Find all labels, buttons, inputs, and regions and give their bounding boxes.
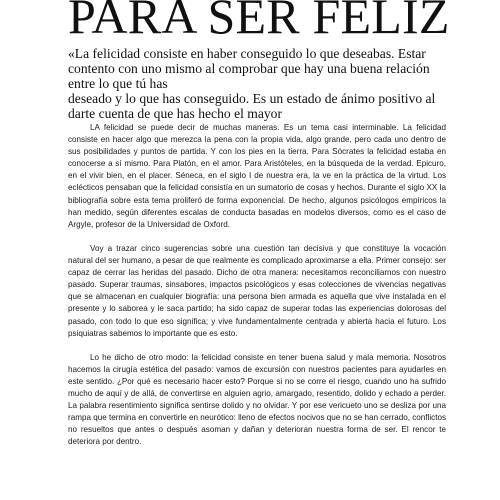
lead-line: contento con uno mismo al comprobar que hay una buena relación (68, 61, 430, 76)
body-paragraph: Voy a trazar cinco sugerencias sobre una cuestión tan decisiva y que constituye la vocación natural del ser humano, a pesar de que realmente es complicado aproximarse a ella. Primer consejo: ser capaz de cerrar las heridas del pasado. Dicho de otra manera: necesitamos reconciliarnos con nuestro pasado. Superar traumas, sinsabores, impactos psicológicos y esas colecciones de vivencias negativas que se almacenan en cualquier biografía: una persona bien armada es aquella que vive instalada en el presente y lo saborea y le saca partido; ha sido capaz de superar todas las experiencias dolorosas del pasado, con todo lo que eso significa; y vive fundamentalmente centrada y abierta hacia el futuro. Los psiquiatras sabemos lo importante que es esto. (68, 243, 446, 338)
lead-line: entre lo que tú has (68, 76, 168, 91)
lead-line: deseado y lo que has conseguido. Es un estado de ánimo positivo al (68, 91, 436, 106)
body-paragraph: LA felicidad se puede decir de muchas maneras. Es un tema casi interminable. La felicidad consiste en hacer algo que merezca la pena con la propia vida, algo grande, pero cada uno dentro de sus posibilidades y puntos de partida. Y con los pies en la tierra. Para Sócrates la felicidad estaba en conocerse a sí mismo. Para Platón, en el amor. Para Aristóteles, en la búsqueda de la verdad. Epicuro, en el vivir bien, en el placer. Séneca, en el siglo I de nuestra era, la ve en la práctica de la virtud. Los eclécticos pensaban que la felicidad consistía en un sumatorio de cosas y hechos. Durante el siglo XX la bibliografía sobre esta tema proliferó de forma exponencial. De hecho, algunos psicólogos empíricos la han medido, según diferentes escalas de conducta basadas en modelos diversos, como es el caso de Argyle, profesor de la Universidad de Oxford. (68, 123, 446, 229)
article-body (68, 122, 446, 461)
lead-line: «La felicidad consiste en haber conseguido lo que deseabas. Estar (68, 46, 426, 61)
lead-quote (68, 46, 448, 121)
page-title: PARA SER FELIZ (68, 0, 450, 44)
body-paragraph: Lo he dicho de otro modo: la felicidad consiste en tener buena salud y mala memoria. Nosotros hacemos la cirugía estética del pasado: vamos de excursión con nuestros pacientes para ayudarles en este sentido. ¿Por qué es necesario hacer esto? Porque si no se corre el riesgo, cuando uno ha sufrido mucho de aquí y de allá, de convertirse en alguien agrio, amargado, resentido, dolido y echado a perder. La palabra resentimiento significa sentirse dolido y no olvidar. Y por ese vericueto uno se desliza por una rampa que termina en convertirle en neurótico: lleno de efectos nocivos que no se han cerrado, conflictos no resueltos que antes o después asoman y dañan y deterioran nuestra forma de ser. El rencor te deteriora por dentro. (68, 352, 446, 447)
lead-line: darte cuenta de que has hecho el mayor (68, 106, 283, 121)
